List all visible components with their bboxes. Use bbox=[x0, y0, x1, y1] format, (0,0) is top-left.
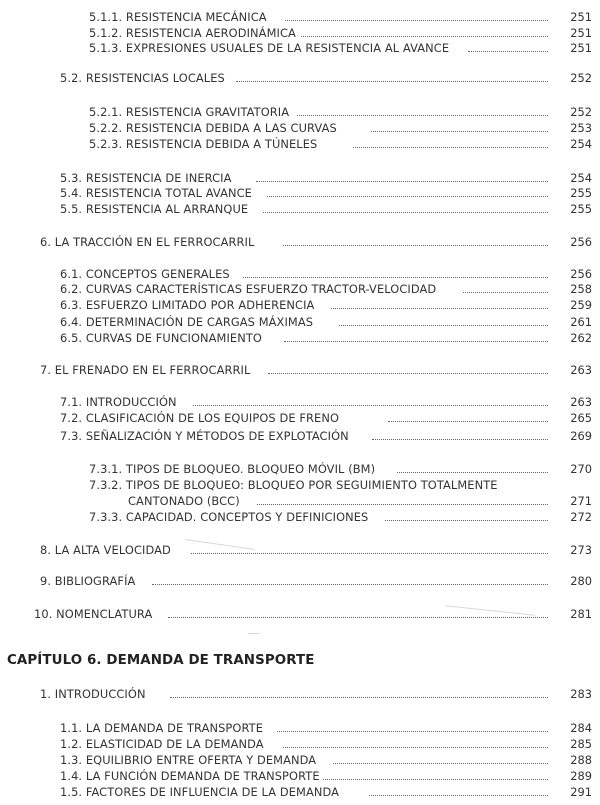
toc-entry-page: 252 bbox=[570, 105, 592, 119]
toc-entry bbox=[0, 461, 600, 477]
toc-entry bbox=[0, 573, 600, 589]
toc-entry-page: 288 bbox=[570, 753, 592, 767]
toc-entry bbox=[0, 410, 600, 426]
toc-entry-label: 5.1.2. RESISTENCIA AERODINÁMICA bbox=[89, 26, 296, 40]
toc-entry bbox=[0, 784, 600, 800]
toc-entry-label: 1. INTRODUCCIÓN bbox=[40, 687, 146, 701]
toc-leader-dots bbox=[283, 232, 548, 246]
toc-entry bbox=[0, 428, 600, 444]
toc-entry-label: 7.3.1. TIPOS DE BLOQUEO. BLOQUEO MÓVIL (BM) bbox=[89, 462, 376, 476]
toc-entry-page: 256 bbox=[570, 267, 592, 281]
toc-entry bbox=[0, 234, 600, 250]
toc-entry-label: 8. LA ALTA VELOCIDAD bbox=[40, 543, 171, 557]
toc-leader-dots bbox=[385, 507, 548, 521]
toc-leader-dots bbox=[267, 183, 548, 197]
toc-entry bbox=[0, 297, 600, 313]
toc-leader-dots bbox=[257, 491, 548, 505]
toc-entry-page: 261 bbox=[570, 315, 592, 329]
toc-entry-label: 1.1. LA DEMANDA DE TRANSPORTE bbox=[60, 721, 263, 735]
toc-leader-dots bbox=[236, 68, 548, 82]
toc-entry-page: 263 bbox=[570, 363, 592, 377]
toc-entry-page: 270 bbox=[570, 462, 592, 476]
toc-entry-page: 285 bbox=[570, 737, 592, 751]
toc-entry bbox=[0, 40, 600, 56]
toc-leader-dots bbox=[284, 328, 548, 342]
toc-leader-dots bbox=[353, 134, 548, 148]
toc-entry bbox=[0, 686, 600, 702]
toc-entry-page: 283 bbox=[570, 687, 592, 701]
toc-entry-label: 6. LA TRACCIÓN EN EL FERROCARRIL bbox=[40, 235, 255, 249]
toc-entry-label: 10. NOMENCLATURA bbox=[34, 607, 153, 621]
toc-leader-dots bbox=[468, 38, 548, 52]
toc-entry-label: 5.4. RESISTENCIA TOTAL AVANCE bbox=[60, 186, 252, 200]
toc-entry-label: 5.1.1. RESISTENCIA MECÁNICA bbox=[89, 10, 267, 24]
toc-entry-label: 7.3.2. TIPOS DE BLOQUEO: BLOQUEO POR SEGUIMIENTO TOTALMENTE bbox=[89, 478, 498, 492]
toc-entry-label: 7.1. INTRODUCCIÓN bbox=[60, 395, 177, 409]
toc-entry bbox=[0, 606, 600, 622]
toc-entry-page: 255 bbox=[570, 186, 592, 200]
toc-entry-page: 281 bbox=[570, 607, 592, 621]
toc-entry-page: 251 bbox=[570, 10, 592, 24]
toc-leader-dots bbox=[397, 459, 548, 473]
toc-entry-page: 251 bbox=[570, 41, 592, 55]
toc-entry-page: 289 bbox=[570, 769, 592, 783]
toc-leader-dots bbox=[277, 718, 548, 732]
toc-leader-dots bbox=[297, 102, 548, 116]
toc-entry-label: 1.2. ELASTICIDAD DE LA DEMANDA bbox=[60, 737, 264, 751]
chapter-heading: CAPÍTULO 6. DEMANDA DE TRANSPORTE bbox=[7, 653, 315, 668]
toc-leader-dots bbox=[283, 734, 548, 748]
toc-entry-page: 280 bbox=[570, 574, 592, 588]
toc-entry bbox=[0, 362, 600, 378]
scan-artifact bbox=[248, 633, 260, 634]
toc-entry-label: 1.3. EQUILIBRIO ENTRE OFERTA Y DEMANDA bbox=[60, 753, 317, 767]
toc-leader-dots bbox=[263, 199, 548, 213]
toc-entry-page: 265 bbox=[570, 411, 592, 425]
toc-entry-page: 252 bbox=[570, 71, 592, 85]
toc-leader-dots bbox=[243, 264, 548, 278]
toc-entry-label: 5.2.2. RESISTENCIA DEBIDA A LAS CURVAS bbox=[89, 121, 337, 135]
toc-leader-dots bbox=[333, 750, 548, 764]
toc-entry-page: 273 bbox=[570, 543, 592, 557]
toc-entry bbox=[0, 330, 600, 346]
toc-entry-label: 5.3. RESISTENCIA DE INERCIA bbox=[60, 171, 232, 185]
toc-entry-label: 6.2. CURVAS CARACTERÍSTICAS ESFUERZO TRACTOR-VELOCIDAD bbox=[60, 282, 437, 296]
toc-entry-page: 259 bbox=[570, 298, 592, 312]
toc-entry bbox=[0, 509, 600, 525]
toc-entry bbox=[0, 70, 600, 86]
toc-leader-dots bbox=[268, 360, 548, 374]
toc-entry-page: 254 bbox=[570, 137, 592, 151]
toc-entry-label: 7.3.3. CAPACIDAD. CONCEPTOS Y DEFINICIONES bbox=[89, 510, 369, 524]
toc-entry-page: 251 bbox=[570, 26, 592, 40]
toc-leader-dots bbox=[371, 118, 548, 132]
toc-leader-dots bbox=[323, 766, 548, 780]
toc-entry-label: 9. BIBLIOGRAFÍA bbox=[40, 574, 136, 588]
toc-entry-label: 7.3. SEÑALIZACIÓN Y MÉTODOS DE EXPLOTACIÓN bbox=[60, 429, 349, 443]
toc-entry-label: 6.4. DETERMINACIÓN DE CARGAS MÁXIMAS bbox=[60, 315, 314, 329]
toc-entry-page: 254 bbox=[570, 171, 592, 185]
toc-entry-page: 291 bbox=[570, 785, 592, 799]
toc-entry bbox=[0, 542, 600, 558]
toc-entry-label: 1.5. FACTORES DE INFLUENCIA DE LA DEMANDA bbox=[60, 785, 340, 799]
toc-entry-label: 1.4. LA FUNCIÓN DEMANDA DE TRANSPORTE bbox=[60, 769, 320, 783]
toc-entry-label: 6.3. ESFUERZO LIMITADO POR ADHERENCIA bbox=[60, 298, 315, 312]
toc-entry-label: 5.2.1. RESISTENCIA GRAVITATORIA bbox=[89, 105, 290, 119]
toc-leader-dots bbox=[170, 684, 548, 698]
toc-entry bbox=[0, 201, 600, 217]
toc-entry-label: 5.5. RESISTENCIA AL ARRANQUE bbox=[60, 202, 249, 216]
toc-entry-page: 271 bbox=[570, 494, 592, 508]
toc-entry-page: 284 bbox=[570, 721, 592, 735]
toc-leader-dots bbox=[463, 279, 548, 293]
toc-leader-dots bbox=[256, 168, 548, 182]
toc-entry-page: 258 bbox=[570, 282, 592, 296]
toc-leader-dots bbox=[339, 312, 548, 326]
toc-entry-page: 272 bbox=[570, 510, 592, 524]
toc-entry-label: 5.2.3. RESISTENCIA DEBIDA A TÚNELES bbox=[89, 137, 318, 151]
toc-entry-label: 7.2. CLASIFICACIÓN DE LOS EQUIPOS DE FRENO bbox=[60, 411, 340, 425]
toc-entry-page: 262 bbox=[570, 331, 592, 345]
toc-leader-dots bbox=[372, 426, 548, 440]
toc-entry-label: 6.5. CURVAS DE FUNCIONAMIENTO bbox=[60, 331, 262, 345]
toc-entry bbox=[0, 136, 600, 152]
toc-entry-label: 5.1.3. EXPRESIONES USUALES DE LA RESISTENCIA AL AVANCE bbox=[89, 41, 450, 55]
toc-leader-dots bbox=[152, 571, 548, 585]
toc-entry-page: 263 bbox=[570, 395, 592, 409]
toc-leader-dots bbox=[193, 392, 548, 406]
toc-leader-dots bbox=[301, 23, 548, 37]
toc-entry-page: 253 bbox=[570, 121, 592, 135]
toc-leader-dots bbox=[331, 295, 548, 309]
toc-leader-dots bbox=[285, 7, 548, 21]
toc-entry-label: 6.1. CONCEPTOS GENERALES bbox=[60, 267, 230, 281]
toc-entry-page: 256 bbox=[570, 235, 592, 249]
toc-entry-page: 269 bbox=[570, 429, 592, 443]
toc-entry-label: CANTONADO (BCC) bbox=[128, 494, 240, 508]
toc-leader-dots bbox=[369, 782, 548, 796]
toc-entry-page: 255 bbox=[570, 202, 592, 216]
toc-entry-label: 7. EL FRENADO EN EL FERROCARRIL bbox=[40, 363, 251, 377]
toc-leader-dots bbox=[388, 408, 548, 422]
toc-entry-label: 5.2. RESISTENCIAS LOCALES bbox=[60, 71, 225, 85]
